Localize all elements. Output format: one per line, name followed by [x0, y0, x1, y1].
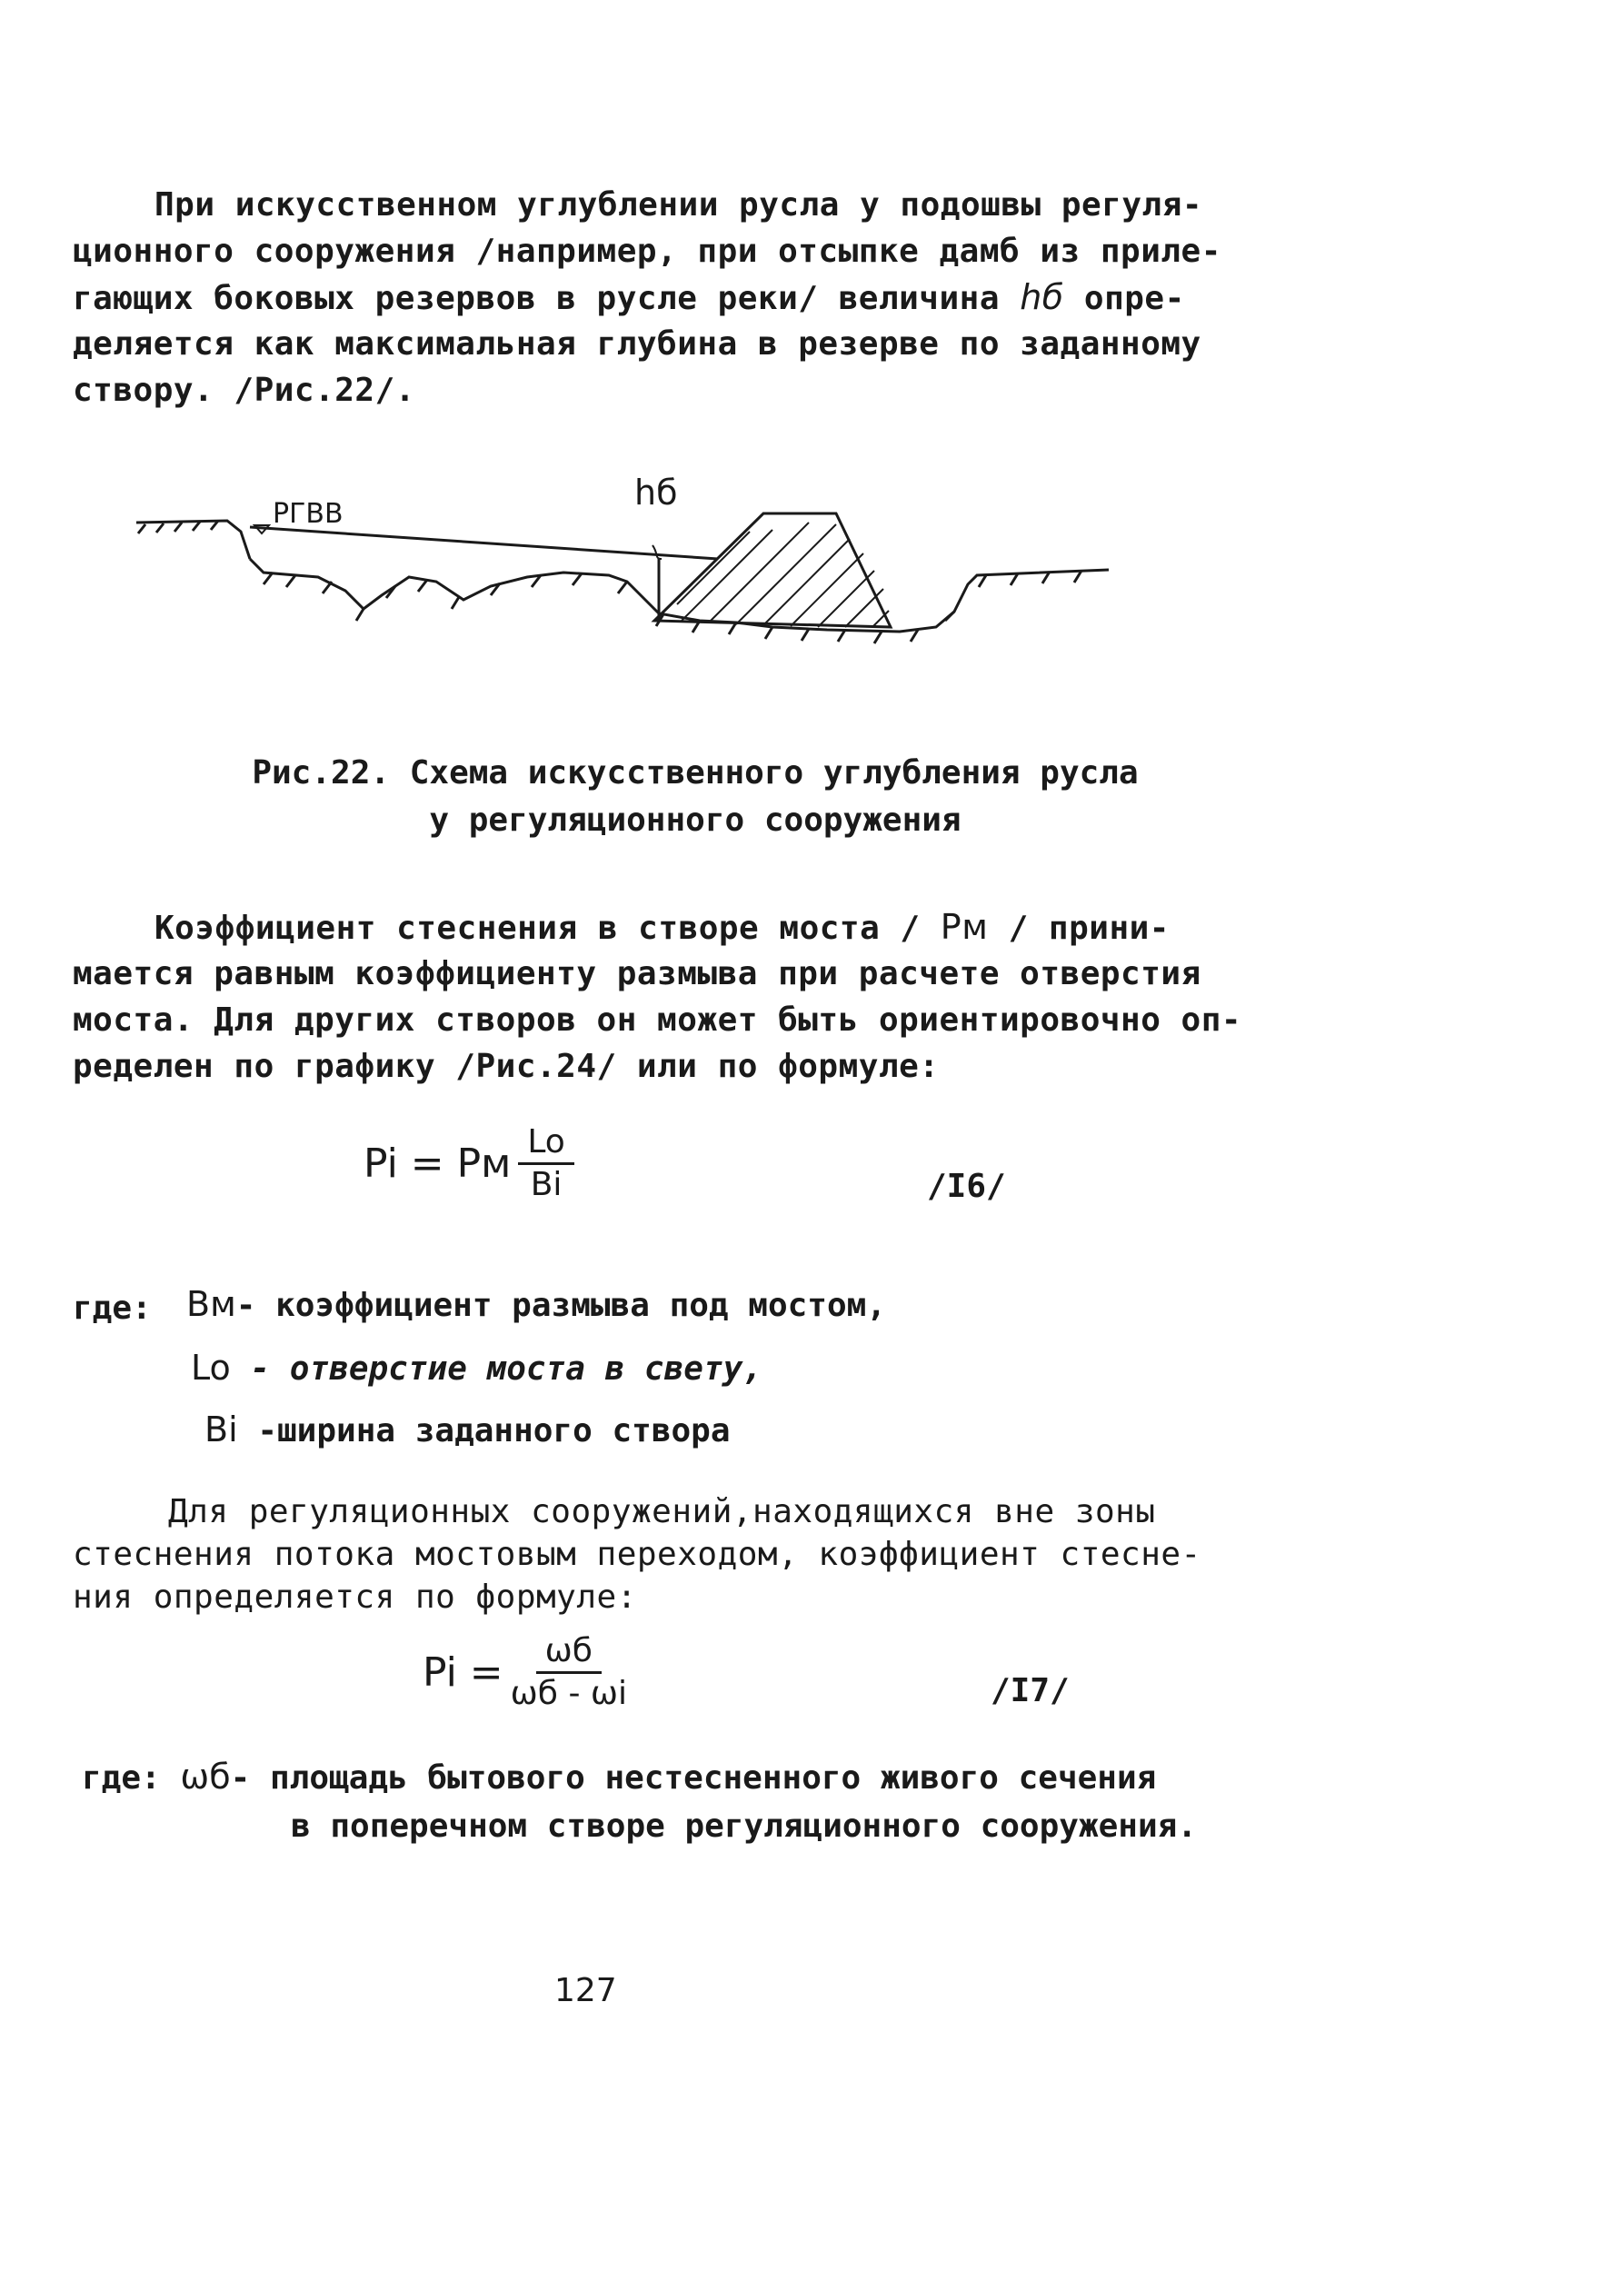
paragraph-2-line-4: ределен по графику /Рис.24/ или по формуле: [73, 1048, 940, 1085]
paragraph-3-line-3: ния определяется по формуле: [73, 1579, 637, 1616]
figure-22-caption [182, 750, 1209, 844]
paragraph-2-line-1 [73, 904, 1209, 951]
formula-17-numerator: ωб [536, 1631, 602, 1674]
dam-hatching [677, 523, 889, 627]
paragraph-2-line-3: моста. Для других створов он может быть ориентировочно оп- [73, 1001, 1242, 1039]
formula-16-lhs: Pi = Pм [364, 1140, 512, 1187]
paragraph-3 [73, 1490, 1209, 1619]
where-2-line-1 [82, 1754, 1156, 1801]
formula-16-fraction [518, 1122, 573, 1205]
left-bank-line [136, 521, 250, 559]
depth-pointer [653, 545, 662, 559]
where-1-item-1 [186, 1281, 886, 1329]
ground-hatch-ticks [264, 571, 1081, 643]
where-2-line-2: в поперечном створе регуляционного сооружения. [291, 1808, 1197, 1845]
paragraph-1-line-5: створу. /Рис.22/. [73, 372, 415, 409]
paragraph-1-line-3-end: опре- [1083, 280, 1185, 317]
paragraph-2-line-1-end: / прини- [1008, 910, 1170, 947]
where-2-label: где: [82, 1759, 161, 1797]
where-1-item-2-text: - отверстие моста в свету, [250, 1350, 762, 1388]
where-2-text-1: - площадь бытового нестесненного живого сечения [230, 1759, 1157, 1797]
paragraph-1-line-4: деляется как максимальная глубина в резерве по заданному [73, 325, 1201, 363]
formula-17-denominator: ωб - ωi [510, 1675, 628, 1712]
label-water-level: РГВВ [273, 498, 344, 530]
formula-17-lhs: Pi = [423, 1649, 503, 1696]
paragraph-1-line-3 [73, 274, 1209, 321]
where-1-item-3-symbol: Bi [204, 1409, 238, 1449]
paragraph-1 [73, 182, 1221, 413]
paragraph-2-line-1-start: Коэффициент стеснения в створе моста / [154, 910, 921, 947]
page-number: 127 [554, 1972, 617, 2009]
paragraph-1-line-2: ционного сооружения /например, при отсыпке дамб из приле- [73, 233, 1221, 270]
where-1-item-1-symbol: Bм [186, 1284, 236, 1324]
formula-16-number: /I6/ [927, 1168, 1006, 1205]
paragraph-3-line-2: стеснения потока мостовым переходом, коэффициент стесне- [73, 1536, 1201, 1573]
where-2-symbol: ωб [180, 1757, 231, 1797]
figure-caption-line-1: Рис.22. Схема искусственного углубления русла [252, 754, 1139, 792]
symbol-h-b: hб [1020, 277, 1064, 317]
where-1-item-2-symbol: Lo [191, 1348, 231, 1388]
water-level-line [250, 527, 718, 559]
paragraph-2-line-2: мается равным коэффициенту размыва при расчете отверстия [73, 955, 1201, 992]
where-1-item-3-text: -ширина заданного створа [257, 1412, 731, 1449]
formula-17-fraction [511, 1631, 627, 1714]
figure-caption-line-2: у регуляционного сооружения [429, 802, 961, 839]
where-1-item-1-text: - коэффициент размыва под мостом, [235, 1287, 886, 1324]
where-1-label: где: [73, 1290, 152, 1327]
formula-17 [423, 1631, 627, 1714]
formula-16-denominator: Bi [530, 1166, 563, 1203]
paragraph-3-line-1: Для регуляционных сооружений,находящихся вне зоны [168, 1493, 1156, 1530]
paragraph-1-line-1: При искусственном углублении русла у подошвы регуля- [154, 186, 1203, 224]
paragraph-1-line-3-text: гающих боковых резервов в русле реки/ величина [73, 280, 1000, 317]
where-1-item-3 [204, 1407, 731, 1454]
symbol-p-m: Pм [940, 907, 989, 947]
paragraph-2 [73, 904, 1242, 1090]
formula-17-number: /I7/ [991, 1672, 1070, 1709]
figure-22-diagram [136, 468, 1136, 677]
label-depth-hb: hб [634, 473, 678, 513]
formula-16 [364, 1122, 574, 1205]
formula-16-numerator: Lo [518, 1122, 573, 1165]
where-1-item-2 [191, 1345, 762, 1392]
